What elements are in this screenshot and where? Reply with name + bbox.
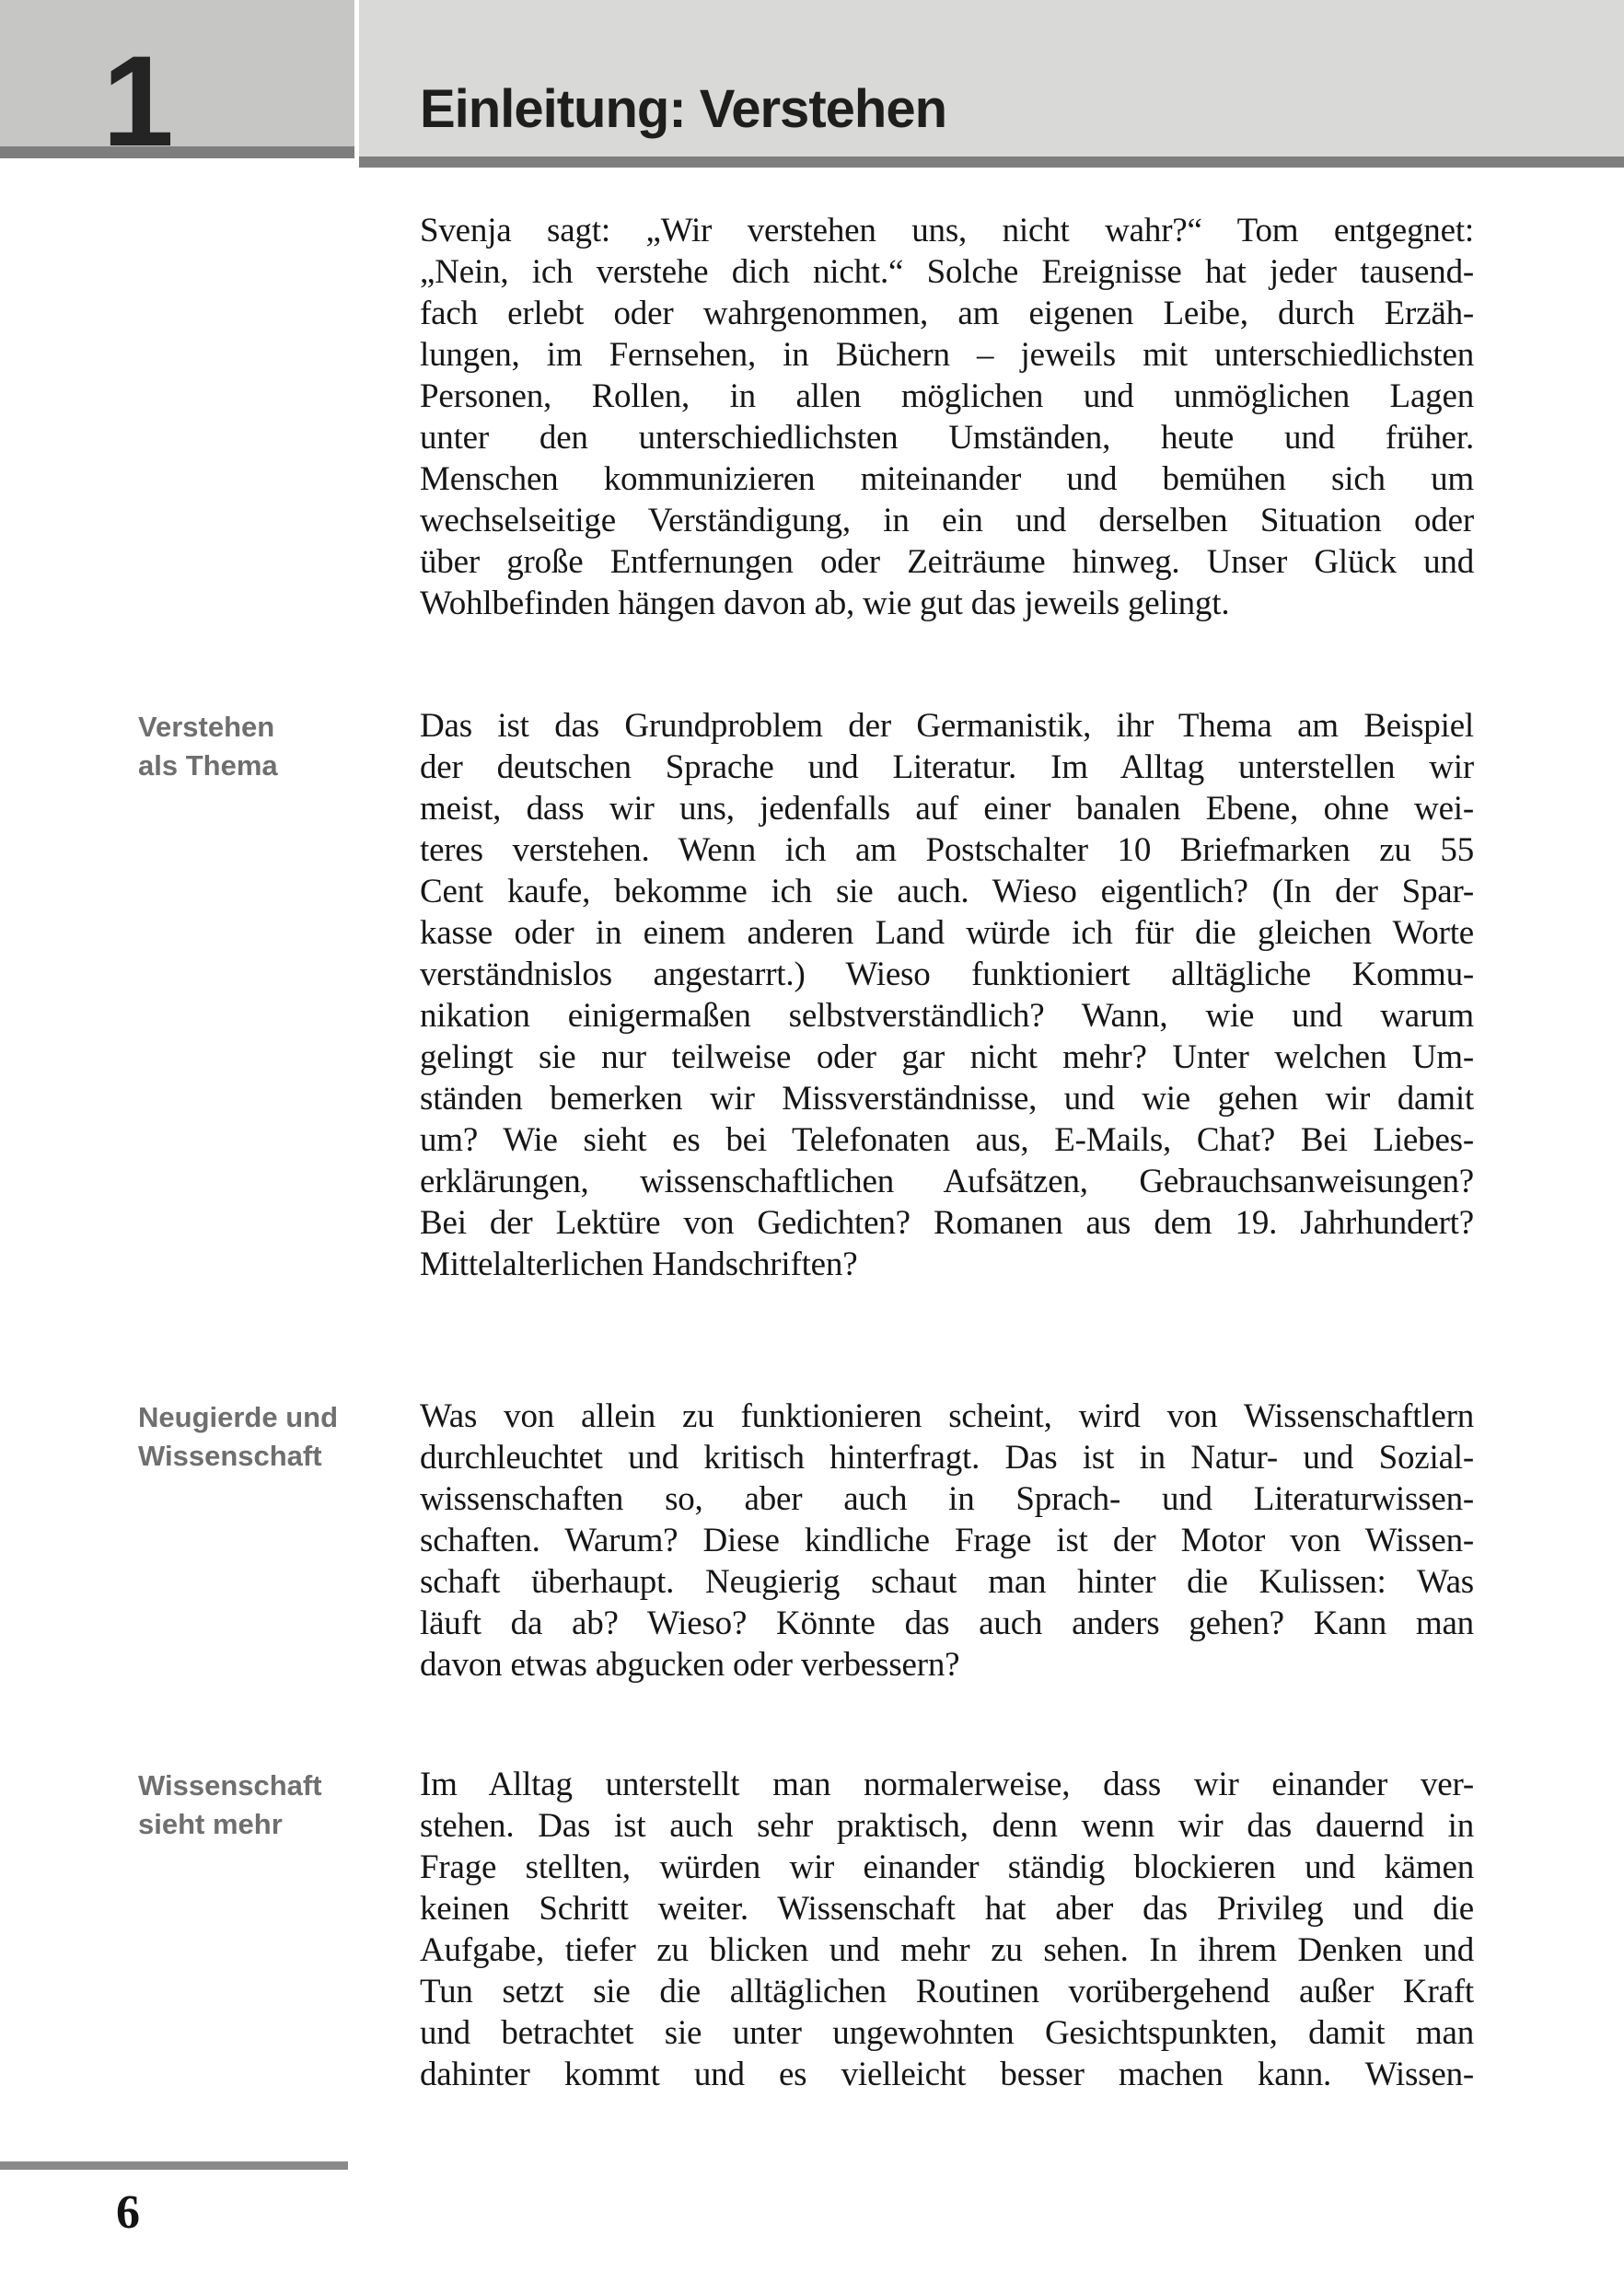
header-bar-shadow xyxy=(359,156,1624,168)
body-line: Svenja sagt: „Wir verstehen uns, nicht wahr?“ Tom entgegnet: xyxy=(420,212,1474,249)
body-line: Im Alltag unterstellt man normalerweise, dass wir einander ver- xyxy=(420,1766,1474,1803)
body-line: „Nein, ich verstehe dich nicht.“ Solche Ereignisse hat jeder tausend- xyxy=(420,253,1474,291)
body-line: unter den unterschiedlichsten Umständen, heute und früher. xyxy=(420,419,1474,457)
paragraph-text xyxy=(420,1396,1474,1686)
body-line: durchleuchtet und kritisch hinterfragt. Das ist in Natur- und Sozial- xyxy=(420,1439,1474,1477)
margin-note-line: Neugierde und xyxy=(138,1401,339,1433)
margin-note xyxy=(138,210,420,624)
body-line: keinen Schritt weiter. Wissenschaft hat aber das Privileg und die xyxy=(420,1890,1474,1928)
body-line: Frage stellten, würden wir einander ständig blockieren und kämen xyxy=(420,1848,1474,1886)
page-number: 6 xyxy=(116,2186,140,2239)
paragraph-text xyxy=(420,705,1474,1285)
body-line: Mittelalterlichen Handschriften? xyxy=(420,1245,858,1283)
body-line: nikation einigermaßen selbstverständlich? Wann, wie und warum xyxy=(420,997,1474,1035)
body-line: Wohlbefinden hängen davon ab, wie gut das jeweils gelingt. xyxy=(420,585,1230,622)
paragraph-row xyxy=(138,210,1474,624)
body-line: Tun setzt sie die alltäglichen Routinen vorübergehend außer Kraft xyxy=(420,1973,1474,2010)
body-line: läuft da ab? Wieso? Könnte das auch anders gehen? Kann man xyxy=(420,1605,1474,1642)
body-line: der deutschen Sprache und Literatur. Im Alltag unterstellen wir xyxy=(420,748,1474,786)
body-line: Personen, Rollen, in allen möglichen und unmöglichen Lagen xyxy=(420,377,1474,415)
body-line: verständnislos angestarrt.) Wieso funktioniert alltägliche Kommu- xyxy=(420,956,1474,993)
paragraph-row xyxy=(138,1764,1474,2095)
body-line: meist, dass wir uns, jedenfalls auf einer banalen Ebene, ohne wei- xyxy=(420,790,1474,828)
paragraph-row xyxy=(138,1396,1474,1686)
body-line: wissenschaften so, aber auch in Sprach- und Literaturwissen- xyxy=(420,1480,1474,1518)
body-line: Cent kaufe, bekomme ich sie auch. Wieso eigentlich? (In der Spar- xyxy=(420,873,1474,910)
page-title: Einleitung: Verstehen xyxy=(420,79,946,139)
content-rows xyxy=(138,210,1474,2095)
body-line: fach erlebt oder wahrgenommen, am eigenen Leibe, durch Erzäh- xyxy=(420,295,1474,332)
margin-note-line: Wissenschaft xyxy=(138,1769,322,1802)
body-line: kasse oder in einem anderen Land würde ich für die gleichen Worte xyxy=(420,914,1474,952)
chapter-number: 1 xyxy=(102,29,174,173)
body-line: Bei der Lektüre von Gedichten? Romanen aus dem 19. Jahrhundert? xyxy=(420,1204,1474,1242)
body-line: schaft überhaupt. Neugierig schaut man hinter die Kulissen: Was xyxy=(420,1563,1474,1601)
footer-rule xyxy=(0,2161,348,2170)
margin-note xyxy=(138,1764,420,2095)
margin-note-line: Verstehen xyxy=(138,711,275,743)
body-line: wechselseitige Verständigung, in ein und derselben Situation oder xyxy=(420,502,1474,539)
margin-note-line: Wissenschaft xyxy=(138,1440,322,1472)
body-line: erklärungen, wissenschaftlichen Aufsätzen, Gebrauchsanweisungen? xyxy=(420,1163,1474,1200)
body-line: Was von allein zu funktionieren scheint, wird von Wissenschaftlern xyxy=(420,1397,1474,1435)
body-line: stehen. Das ist auch sehr praktisch, denn wenn wir das dauernd in xyxy=(420,1807,1474,1845)
margin-note-line: sieht mehr xyxy=(138,1808,283,1840)
body-line: Aufgabe, tiefer zu blicken und mehr zu sehen. In ihrem Denken und xyxy=(420,1931,1474,1969)
margin-note-line: als Thema xyxy=(138,749,278,782)
body-line: schaften. Warum? Diese kindliche Frage ist der Motor von Wissen- xyxy=(420,1522,1474,1559)
paragraph-text xyxy=(420,210,1474,624)
body-line: lungen, im Fernsehen, in Büchern – jeweils mit unterschiedlichsten xyxy=(420,336,1474,374)
margin-note xyxy=(138,705,420,1285)
body-line: Menschen kommunizieren miteinander und bemühen sich um xyxy=(420,460,1474,498)
body-line: Das ist das Grundproblem der Germanistik, ihr Thema am Beispiel xyxy=(420,707,1474,745)
body-line: um? Wie sieht es bei Telefonaten aus, E-Mails, Chat? Bei Liebes- xyxy=(420,1121,1474,1159)
body-line: gelingt sie nur teilweise oder gar nicht mehr? Unter welchen Um- xyxy=(420,1038,1474,1076)
margin-note xyxy=(138,1396,420,1686)
paragraph-row xyxy=(138,705,1474,1285)
body-line: teres verstehen. Wenn ich am Postschalter 10 Briefmarken zu 55 xyxy=(420,831,1474,869)
body-line: ständen bemerken wir Missverständnisse, und wie gehen wir damit xyxy=(420,1080,1474,1118)
body-line: über große Entfernungen oder Zeiträume hinweg. Unser Glück und xyxy=(420,543,1474,581)
body-line: dahinter kommt und es vielleicht besser machen kann. Wissen- xyxy=(420,2056,1474,2093)
body-line: davon etwas abgucken oder verbessern? xyxy=(420,1646,960,1684)
paragraph-text xyxy=(420,1764,1474,2095)
body-line: und betrachtet sie unter ungewohnten Gesichtspunkten, damit man xyxy=(420,2014,1474,2052)
